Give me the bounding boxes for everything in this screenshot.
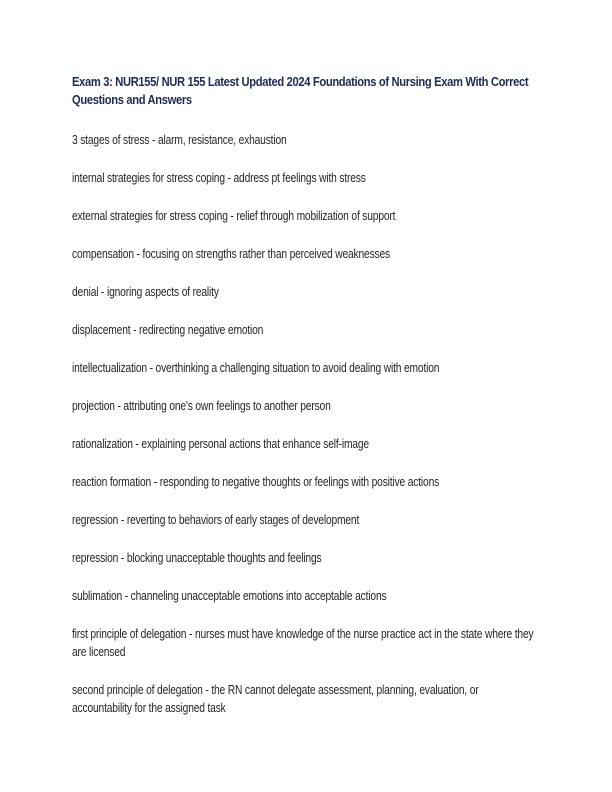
list-item: compensation - focusing on strengths rather than perceived weaknesses (72, 247, 391, 261)
list-item: reaction formation - responding to negative thoughts or feelings with positive actions (72, 475, 440, 489)
list-item: external strategies for stress coping - relief through mobilization of support (72, 209, 396, 223)
list-item: rationalization - explaining personal actions that enhance self-image (72, 437, 369, 451)
list-item: second principle of delegation - the RN cannot delegate assessment, planning, evaluation, or accountability for the assigned task (72, 683, 479, 715)
list-item: regression - reverting to behaviors of early stages of development (72, 513, 360, 527)
list-item: projection - attributing one's own feelings to another person (72, 399, 331, 413)
list-item: 3 stages of stress - alarm, resistance, exhaustion (72, 133, 287, 147)
list-item: displacement - redirecting negative emotion (72, 323, 264, 337)
list-item: intellectualization - overthinking a challenging situation to avoid dealing with emotion (72, 361, 440, 375)
list-item: denial - ignoring aspects of reality (72, 285, 219, 299)
list-item: sublimation - channeling unacceptable emotions into acceptable actions (72, 589, 387, 603)
list-item: internal strategies for stress coping - address pt feelings with stress (72, 171, 366, 185)
list-item: repression - blocking unacceptable thoughts and feelings (72, 551, 322, 565)
list-item: first principle of delegation - nurses must have knowledge of the nurse practice act in the state where they are licensed (72, 627, 534, 659)
document-title: Exam 3: NUR155/ NUR 155 Latest Updated 2024 Foundations of Nursing Exam With Correct Questions and Answers (72, 74, 529, 107)
